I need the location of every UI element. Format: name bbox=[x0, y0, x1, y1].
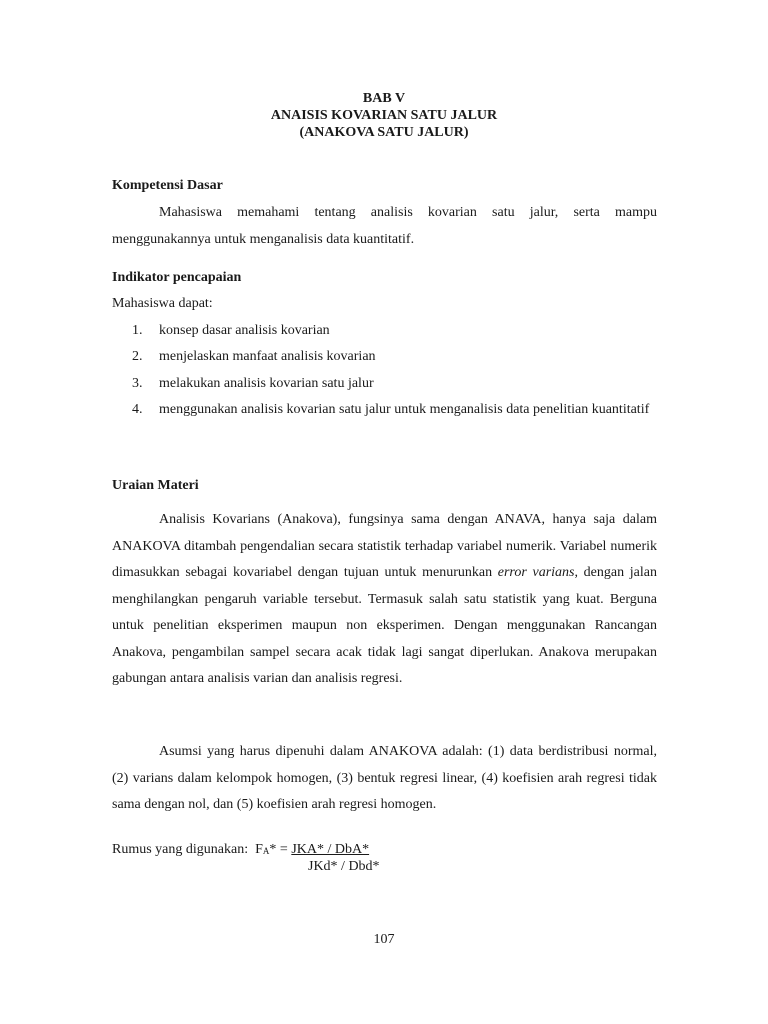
chapter-title-main: ANAISIS KOVARIAN SATU JALUR bbox=[270, 108, 498, 123]
formula-lhs: F bbox=[255, 842, 263, 857]
list-item-text: konsep dasar analisis kovarian bbox=[159, 323, 330, 338]
uraian-paragraph-1 bbox=[112, 507, 657, 693]
chapter-title bbox=[0, 90, 768, 141]
list-item-text: melakukan analisis kovarian satu jalur bbox=[159, 375, 374, 391]
page-number: 107 bbox=[373, 932, 395, 947]
uraian-italic-term: error varians bbox=[497, 565, 575, 580]
formula-denominator: JKd* / Dbd* bbox=[308, 859, 380, 874]
list-item bbox=[112, 397, 657, 423]
uraian-paragraph-2: Asumsi yang harus dipenuhi dalam ANAKOVA adalah: (1) data berdistribusi normal, (2) varians dalam kelompok homogen, (3) bentuk regresi linear, (4) koefisien arah regresi tidak sama dengan nol, dan (5) koefisien arah regresi homogen. bbox=[112, 744, 657, 812]
heading-uraian-materi: Uraian Materi bbox=[112, 478, 199, 493]
formula-label: Rumus yang digunakan: bbox=[112, 842, 249, 857]
indikator-intro: Mahasiswa dapat: bbox=[112, 296, 213, 311]
list-item-text: menjelaskan manfaat analisis kovarian bbox=[159, 349, 376, 365]
list-item-number: 2. bbox=[132, 349, 143, 365]
uraian-text-part-1: Analisis Kovarians (Anakova), fungsinya sama dengan ANAVA, hanya saja dalam ANAKOVA ditambah pengendalian secara statistik terhadap variabel numerik. Variabel numerik dimasukkan sebagai kovariabel dengan tujuan untuk menurunkan bbox=[112, 512, 657, 580]
heading-kompetensi-dasar: Kompetensi Dasar bbox=[112, 178, 223, 193]
formula bbox=[112, 841, 380, 874]
chapter-title-sub: (ANAKOVA SATU JALUR) bbox=[299, 125, 469, 140]
chapter-number: BAB V bbox=[362, 91, 406, 106]
list-item bbox=[112, 344, 657, 370]
list-item bbox=[112, 371, 657, 397]
kompetensi-paragraph: Mahasiswa memahami tentang analisis kovarian satu jalur, serta mampu menggunakannya untuk menganalisis data kuantitatif. bbox=[112, 205, 657, 247]
list-item bbox=[112, 318, 657, 344]
list-item-number: 1. bbox=[132, 323, 143, 338]
uraian-text-part-2: , dengan jalan menghilangkan pengaruh variable tersebut. Termasuk salah satu statistik yang kuat. Berguna untuk penelitian eksperimen maupun non eksperimen. Dengan menggunakan Rancangan Anakova, pengambilan sampel secara acak tidak lagi sangat diperlukan. Anakova merupakan gabungan antara analisis varian dan analisis regresi. bbox=[112, 565, 657, 686]
indikator-list bbox=[112, 318, 657, 423]
list-item-number: 4. bbox=[132, 401, 143, 417]
list-item-number: 3. bbox=[132, 375, 143, 391]
list-item-text: menggunakan analisis kovarian satu jalur untuk menganalisis data penelitian kuantitatif bbox=[159, 401, 650, 417]
formula-lhs-subscript: A bbox=[262, 846, 270, 856]
heading-indikator: Indikator pencapaian bbox=[112, 270, 242, 285]
formula-equals: * = bbox=[269, 842, 292, 857]
formula-numerator: JKA* / DbA* bbox=[291, 842, 370, 857]
